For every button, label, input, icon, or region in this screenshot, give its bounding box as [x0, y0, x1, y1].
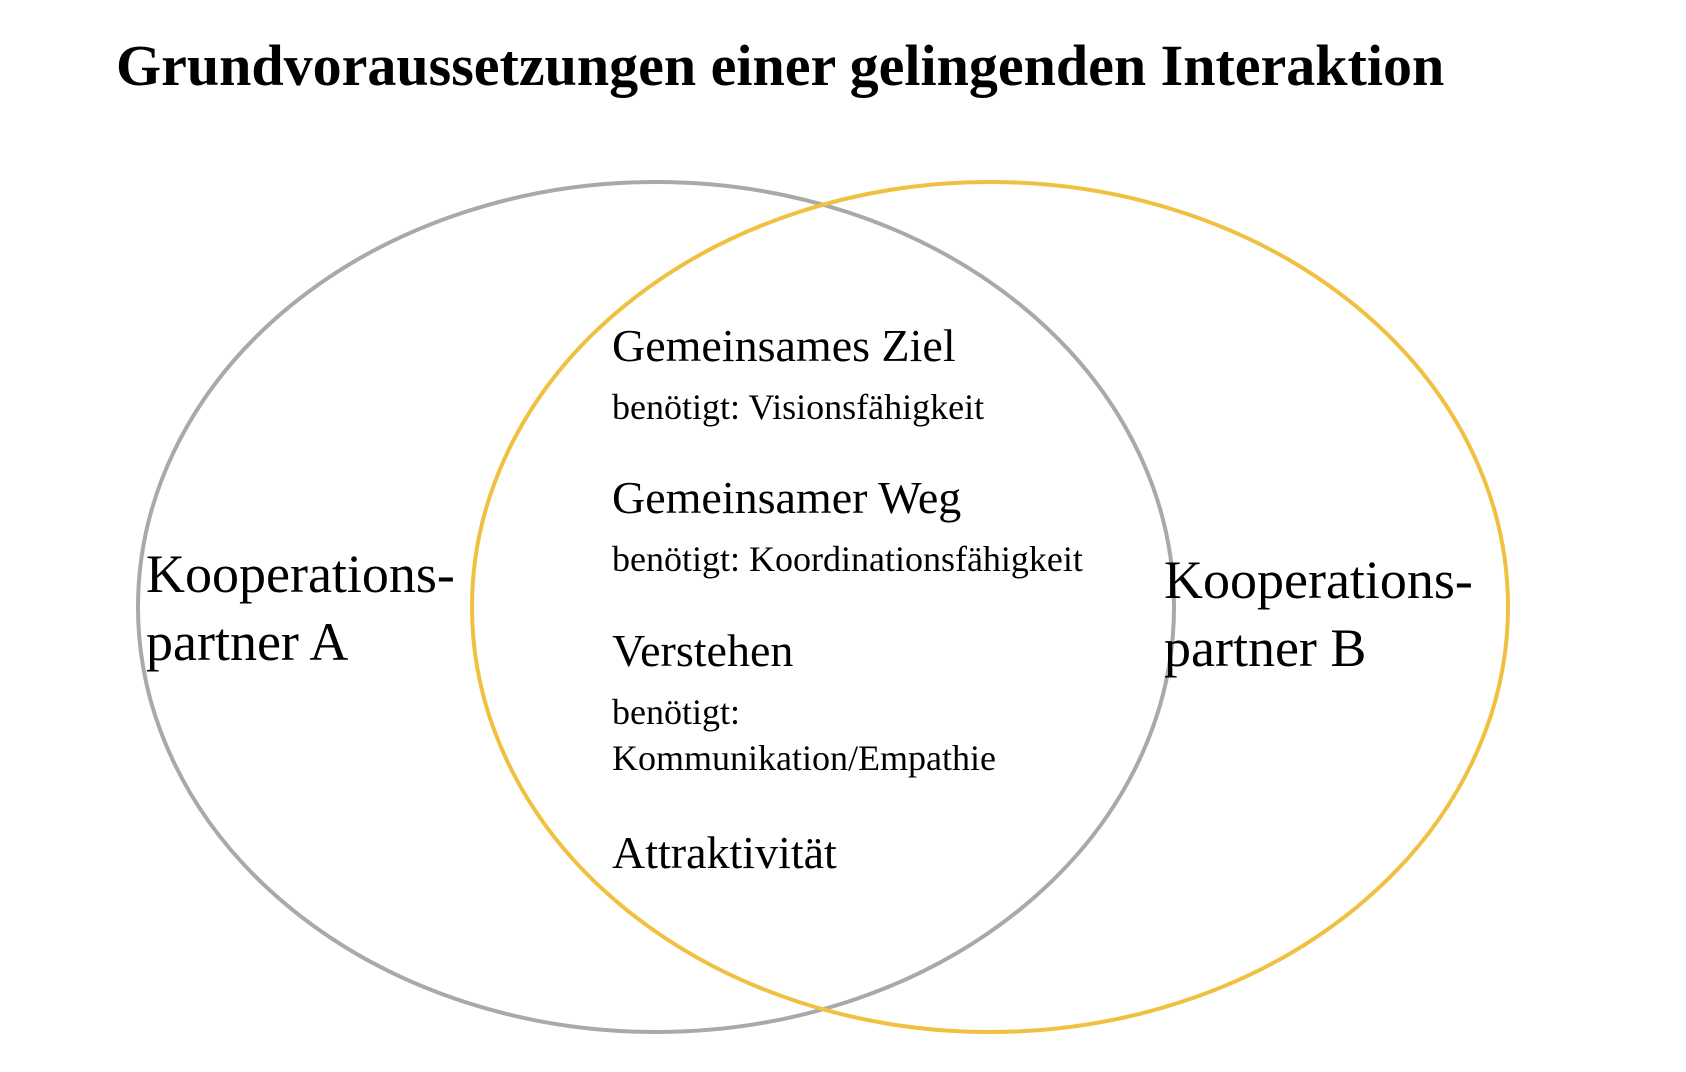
overlap-item-heading: Gemeinsamer Weg — [612, 472, 962, 523]
diagram-title: Grundvoraussetzungen einer gelingenden Interaktion — [116, 33, 1445, 98]
overlap-item-requirement — [612, 536, 1083, 582]
overlap-item-shared-path — [612, 470, 1083, 582]
overlap-item-heading: Gemeinsames Ziel — [612, 320, 956, 371]
partner-a-line-2: partner A — [146, 612, 349, 672]
requirement-line: benötigt: Koordinationsfähigkeit — [612, 539, 1083, 579]
overlap-item-requirement — [612, 689, 996, 781]
overlap-item-requirement — [612, 384, 984, 430]
requirement-line: benötigt: Visionsfähigkeit — [612, 387, 985, 427]
requirement-line: Kommunikation/Empathie — [612, 738, 996, 778]
partner-b-line-2: partner B — [1164, 618, 1367, 678]
partner-b-label — [1164, 546, 1473, 682]
overlap-item-heading: Attraktivität — [612, 827, 837, 878]
overlap-item-attractiveness — [612, 825, 837, 881]
partner-b-line-1: Kooperations- — [1164, 550, 1473, 610]
requirement-line: benötigt: — [612, 692, 740, 732]
partner-a-line-1: Kooperations- — [146, 544, 455, 604]
overlap-item-understanding — [612, 623, 996, 781]
overlap-item-heading: Verstehen — [612, 625, 794, 676]
overlap-item-shared-goal — [612, 318, 984, 430]
partner-a-label — [146, 540, 455, 676]
